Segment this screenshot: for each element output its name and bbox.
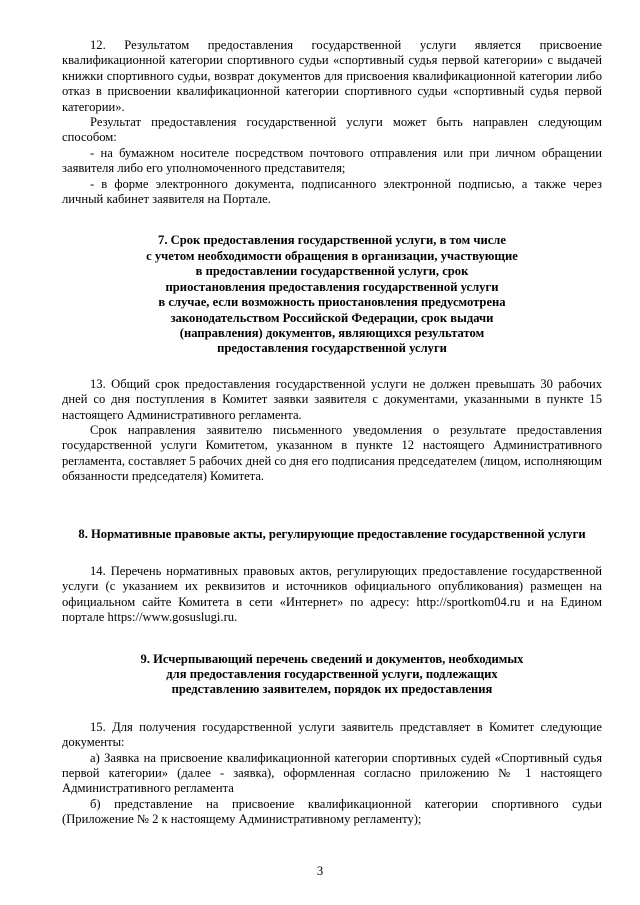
- heading-line: (направления) документов, являющихся результатом: [179, 325, 485, 340]
- document-page: [62, 38, 602, 828]
- paragraph-notice-term: Срок направления заявителю письменного уведомления о результате предоставления государственной услуги Комитетом, указанном в пункте 12 настоящего Административного регламента, составляет 5 рабочих дней со дня его подписания председателем (лицом, исполняющим обязанности председателя) Комитета.: [62, 422, 602, 484]
- heading-line: с учетом необходимости обращения в организации, участвующие: [146, 248, 518, 263]
- page-number: 3: [316, 864, 324, 878]
- heading-line: предоставления государственной услуги: [217, 341, 447, 356]
- bullet-paper: - на бумажном носителе посредством почтового отправления или при личном обращении заявителя либо его уполномоченного представителя;: [62, 145, 602, 176]
- section-7-heading: [62, 233, 602, 356]
- heading-line: представлению заявителем, порядок их предоставления: [171, 682, 493, 697]
- paragraph-15: 15. Для получения государственной услуги заявитель представляет в Комитет следующие документы:: [62, 719, 602, 750]
- heading-line: приостановления предоставления государственной услуги: [165, 279, 499, 294]
- heading-line: 9. Исчерпывающий перечень сведений и документов, необходимых: [140, 651, 524, 666]
- heading-line: 7. Срок предоставления государственной услуги, в том числе: [158, 233, 506, 248]
- paragraph-12: 12. Результатом предоставления государственной услуги является присвоение квалификационной категории спортивного судьи «спортивный судья первой категории» с выдачей книжки спортивного судьи, возврат документов для присвоения квалификационной категории либо отказ в присвоении квалификационной категории спортивного судьи «спортивный судья первой категории».: [62, 38, 602, 114]
- section-9-heading: [62, 652, 602, 698]
- item-a-application: а) Заявка на присвоение квалификационной категории спортивных судей «Спортивный судья первой категории» (далее - заявка), оформленная согласно приложению № 1 настоящего Административного регламента: [62, 750, 602, 796]
- heading-line: законодательством Российской Федерации, срок выдачи: [170, 310, 494, 325]
- heading-line: в предоставлении государственной услуги, срок: [195, 264, 469, 279]
- section-8-heading: 8. Нормативные правовые акты, регулирующие предоставление государственной услуги: [78, 526, 586, 541]
- bullet-electronic: - в форме электронного документа, подписанного электронной подписью, а также через личный кабинет заявителя на Портале.: [62, 176, 602, 207]
- heading-line: в случае, если возможность приостановления предусмотрена: [158, 295, 506, 310]
- paragraph-13: 13. Общий срок предоставления государственной услуги не должен превышать 30 рабочих дней со дня поступления в Комитет заявки заявителя с документами, указанными в пункте 15 настоящего Административного регламента.: [62, 376, 602, 422]
- paragraph-result-method: Результат предоставления государственной услуги может быть направлен следующим способом:: [62, 115, 602, 145]
- heading-line: для предоставления государственной услуги, подлежащих: [166, 667, 498, 681]
- paragraph-14: 14. Перечень нормативных правовых актов, регулирующих предоставление государственной услуги (с указанием их реквизитов и источников официального опубликования) размещен на официальном сайте Комитета в сети «Интернет» по адресу: http://sportkom04.ru и на Едином портале https://www.gosuslugi.ru.: [62, 563, 602, 625]
- item-b-submission: б) представление на присвоение квалификационной категории спортивного судьи (Приложение № 2 к настоящему Административному регламенту);: [62, 796, 602, 827]
